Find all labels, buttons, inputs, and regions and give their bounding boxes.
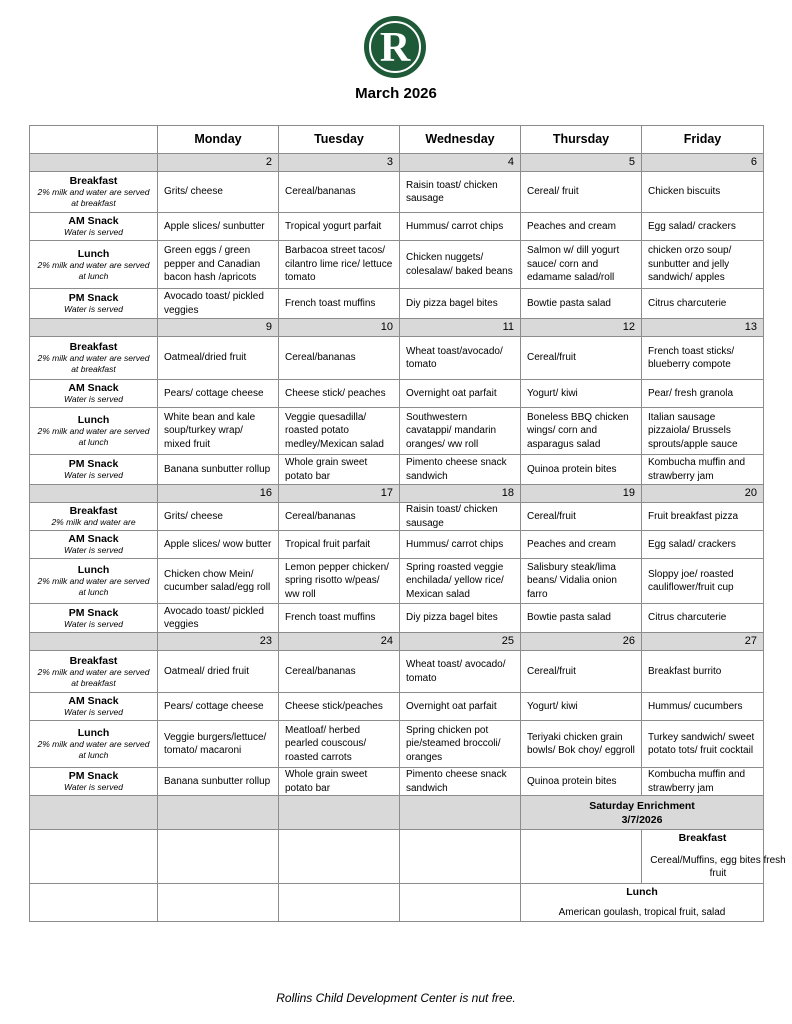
meal-row: [30, 213, 764, 241]
day-header: Monday: [158, 126, 279, 154]
menu-item-cell: Raisin toast/ chicken sausage: [400, 503, 521, 531]
date-cell: 19: [521, 485, 642, 503]
menu-item-cell: Diy pizza bagel bites: [400, 604, 521, 633]
meal-note: Water is served: [64, 782, 123, 792]
menu-item-cell: Banana sunbutter rollup: [158, 768, 279, 796]
menu-item-cell: Avocado toast/ pickled veggies: [158, 289, 279, 319]
menu-item-cell: Whole grain sweet potato bar: [279, 768, 400, 796]
date-row-blank-cell: [30, 154, 158, 172]
meal-label-cell: [30, 693, 158, 721]
meal-note: Water is served: [64, 470, 123, 480]
meal-row: [30, 721, 764, 768]
meal-note: 2% milk and water are served at lunch: [37, 259, 150, 281]
menu-item-cell: Meatloaf/ herbed pearled couscous/ roasted carrots: [279, 721, 400, 768]
empty-cell: [400, 884, 521, 922]
menu-item-cell: Cheese stick/ peaches: [279, 380, 400, 408]
date-cell: 5: [521, 154, 642, 172]
empty-cell: [279, 830, 400, 884]
menu-item-cell: Chicken biscuits: [642, 172, 764, 213]
menu-item-cell: Veggie burgers/lettuce/ tomato/ macaroni: [158, 721, 279, 768]
menu-item-cell: Cereal/bananas: [279, 651, 400, 693]
meal-row: [30, 337, 764, 380]
menu-item-cell: Breakfast burrito: [642, 651, 764, 693]
day-header: Wednesday: [400, 126, 521, 154]
meal-note: 2% milk and water are served at lunch: [37, 739, 150, 760]
meal-note: Water is served: [64, 227, 123, 237]
menu-item-cell: Overnight oat parfait: [400, 693, 521, 721]
menu-item-cell: Spring chicken pot pie/steamed broccoli/ oranges: [400, 721, 521, 768]
menu-item-cell: Egg salad/ crackers: [642, 531, 764, 559]
menu-item-cell: Boneless BBQ chicken wings/ corn and asparagus salad: [521, 408, 642, 455]
menu-item-cell: Kombucha muffin and strawberry jam: [642, 768, 764, 796]
meal-name: Lunch: [77, 247, 110, 260]
meal-row: [30, 380, 764, 408]
menu-item-cell: Veggie quesadilla/ roasted potato medley/Mexican salad: [279, 408, 400, 455]
menu-item-cell: Hummus/ carrot chips: [400, 213, 521, 241]
meal-note: 2% milk and water are served at lunch: [37, 426, 150, 447]
meal-label-cell: [30, 531, 158, 559]
logo-letter: R: [379, 25, 411, 71]
meal-note: Water is served: [64, 618, 123, 629]
menu-item-cell: Overnight oat parfait: [400, 380, 521, 408]
menu-item-cell: Apple slices/ wow butter: [158, 531, 279, 559]
saturday-breakfast-cell: [642, 830, 786, 884]
empty-cell: [158, 830, 279, 884]
day-header: Friday: [642, 126, 764, 154]
menu-item-cell: Cereal/bananas: [279, 172, 400, 213]
menu-item-cell: Teriyaki chicken grain bowls/ Bok choy/ eggroll: [521, 721, 642, 768]
empty-cell: [158, 796, 279, 830]
menu-item-cell: Turkey sandwich/ sweet potato tots/ fruit cocktail: [642, 721, 764, 768]
menu-item-cell: Sloppy joe/ roasted cauliflower/fruit cup: [642, 559, 764, 604]
empty-cell: [158, 884, 279, 922]
meal-name: AM Snack: [68, 215, 119, 227]
meal-row: [30, 503, 764, 531]
meal-name: Breakfast: [69, 175, 118, 187]
menu-item-cell: Cereal/bananas: [279, 337, 400, 380]
date-row-blank-cell: [30, 633, 158, 651]
header-corner-cell: [30, 126, 158, 154]
menu-item-cell: Banana sunbutter rollup: [158, 455, 279, 485]
empty-cell: [30, 884, 158, 922]
date-cell: 27: [642, 633, 764, 651]
meal-note: 2% milk and water are served at breakfast: [37, 353, 150, 374]
meal-label-cell: [30, 503, 158, 531]
date-cell: 13: [642, 319, 764, 337]
menu-item-cell: Southwestern cavatappi/ mandarin oranges/ ww roll: [400, 408, 521, 455]
menu-item-cell: Lemon pepper chicken/ spring risotto w/peas/ ww roll: [279, 559, 400, 604]
menu-item-cell: Wheat toast/ avocado/ tomato: [400, 651, 521, 693]
saturday-title-cell: [521, 796, 764, 830]
menu-item-cell: Wheat toast/avocado/ tomato: [400, 337, 521, 380]
menu-item-cell: Barbacoa street tacos/ cilantro lime rice/ lettuce tomato: [279, 241, 400, 289]
day-header-row: [30, 126, 764, 154]
menu-item-cell: Citrus charcuterie: [642, 604, 764, 633]
menu-item-cell: Peaches and cream: [521, 213, 642, 241]
menu-item-cell: Chicken nuggets/ colesalaw/ baked beans: [400, 241, 521, 289]
date-cell: 17: [279, 485, 400, 503]
footer-note: Rollins Child Development Center is nut free.: [276, 991, 516, 1005]
meal-name: Breakfast: [69, 505, 118, 517]
menu-item-cell: Cereal/ fruit: [521, 172, 642, 213]
empty-cell: [30, 830, 158, 884]
meal-name: AM Snack: [68, 533, 119, 545]
menu-item-cell: White bean and kale soup/turkey wrap/ mixed fruit: [158, 408, 279, 455]
menu-item-cell: Tropical fruit parfait: [279, 531, 400, 559]
menu-item-cell: Bowtie pasta salad: [521, 604, 642, 633]
date-row: [30, 319, 764, 337]
menu-item-cell: Grits/ cheese: [158, 172, 279, 213]
menu-item-cell: French toast muffins: [279, 289, 400, 319]
menu-item-cell: French toast sticks/ blueberry compote: [642, 337, 764, 380]
menu-item-cell: Cheese stick/peaches: [279, 693, 400, 721]
meal-label-cell: [30, 289, 158, 319]
saturday-lunch-label: Lunch: [626, 886, 658, 898]
menu-item-cell: Fruit breakfast pizza: [642, 503, 764, 531]
menu-item-cell: Oatmeal/dried fruit: [158, 337, 279, 380]
meal-note: 2% milk and water are served at lunch: [37, 576, 150, 597]
meal-row: [30, 604, 764, 633]
saturday-section: [30, 796, 786, 922]
menu-item-cell: Oatmeal/ dried fruit: [158, 651, 279, 693]
menu-item-cell: Italian sausage pizzaiola/ Brussels sprouts/apple sauce: [642, 408, 764, 455]
menu-item-cell: Pimento cheese snack sandwich: [400, 455, 521, 485]
date-cell: 10: [279, 319, 400, 337]
meal-label-cell: [30, 651, 158, 693]
meal-label-cell: [30, 408, 158, 455]
saturday-date: 3/7/2026: [621, 813, 663, 826]
meal-name: PM Snack: [68, 292, 119, 304]
date-row-blank-cell: [30, 485, 158, 503]
menu-item-cell: Quinoa protein bites: [521, 768, 642, 796]
saturday-breakfast-items: Cereal/Muffins, egg bites fresh fruit: [650, 854, 786, 879]
menu-item-cell: chicken orzo soup/ sunbutter and jelly sandwich/ apples: [642, 241, 764, 289]
saturday-lunch-row: [30, 884, 764, 922]
menu-item-cell: Green eggs / green pepper and Canadian bacon hash /apricots: [158, 241, 279, 289]
school-logo: [364, 16, 426, 78]
menu-item-cell: Tropical yogurt parfait: [279, 213, 400, 241]
menu-item-cell: Pears/ cottage cheese: [158, 693, 279, 721]
meal-name: Breakfast: [69, 654, 118, 667]
date-cell: 16: [158, 485, 279, 503]
date-row: [30, 485, 764, 503]
meal-row: [30, 241, 764, 289]
date-cell: 23: [158, 633, 279, 651]
meal-note: Water is served: [64, 394, 123, 404]
meal-label-cell: [30, 559, 158, 604]
meal-name: Lunch: [77, 414, 110, 426]
menu-item-cell: Egg salad/ crackers: [642, 213, 764, 241]
meal-label-cell: [30, 337, 158, 380]
menu-item-cell: Pears/ cottage cheese: [158, 380, 279, 408]
date-row: [30, 154, 764, 172]
meal-row: [30, 768, 764, 796]
meal-row: [30, 693, 764, 721]
menu-item-cell: Grits/ cheese: [158, 503, 279, 531]
empty-cell: [400, 830, 521, 884]
menu-item-cell: Cereal/fruit: [521, 651, 642, 693]
menu-item-cell: Cereal/fruit: [521, 337, 642, 380]
meal-label-cell: [30, 213, 158, 241]
meal-label-cell: [30, 604, 158, 633]
date-cell: 20: [642, 485, 764, 503]
meal-note: 2% milk and water are served at breakfast: [37, 666, 150, 688]
meal-label-cell: [30, 241, 158, 289]
date-cell: 4: [400, 154, 521, 172]
meal-row: [30, 559, 764, 604]
meal-name: PM Snack: [68, 458, 119, 470]
logo-ring: [369, 21, 421, 73]
meal-label-cell: [30, 380, 158, 408]
meal-row: [30, 455, 764, 485]
date-row: [30, 633, 764, 651]
menu-item-cell: Yogurt/ kiwi: [521, 693, 642, 721]
empty-cell: [279, 884, 400, 922]
menu-item-cell: Salisbury steak/lima beans/ Vidalia onion farro: [521, 559, 642, 604]
meal-name: AM Snack: [68, 695, 119, 707]
menu-item-cell: Spring roasted veggie enchilada/ yellow rice/ Mexican salad: [400, 559, 521, 604]
date-cell: 24: [279, 633, 400, 651]
menu-item-cell: French toast muffins: [279, 604, 400, 633]
page-title: March 2026: [355, 85, 437, 102]
meal-label-cell: [30, 455, 158, 485]
saturday-breakfast-row: [30, 830, 764, 884]
meal-name: Lunch: [77, 564, 110, 576]
meal-name: AM Snack: [68, 382, 119, 394]
meal-name: Breakfast: [69, 341, 118, 353]
meal-note: Water is served: [64, 304, 123, 314]
menu-item-cell: Quinoa protein bites: [521, 455, 642, 485]
empty-cell: [400, 796, 521, 830]
menu-body: [30, 154, 764, 796]
date-row-blank-cell: [30, 319, 158, 337]
meal-note: Water is served: [64, 545, 123, 555]
meal-row: [30, 531, 764, 559]
menu-item-cell: Cereal/bananas: [279, 503, 400, 531]
menu-item-cell: Pear/ fresh granola: [642, 380, 764, 408]
meal-name: Lunch: [77, 727, 110, 739]
meal-label-cell: [30, 172, 158, 213]
meal-note: 2% milk and water are: [51, 517, 136, 527]
date-cell: 2: [158, 154, 279, 172]
menu-item-cell: Salmon w/ dill yogurt sauce/ corn and edamame salad/roll: [521, 241, 642, 289]
empty-cell: [30, 796, 158, 830]
date-cell: 18: [400, 485, 521, 503]
date-cell: 11: [400, 319, 521, 337]
date-cell: 26: [521, 633, 642, 651]
day-header: Tuesday: [279, 126, 400, 154]
menu-item-cell: Chicken chow Mein/ cucumber salad/egg roll: [158, 559, 279, 604]
saturday-title: Saturday Enrichment: [589, 799, 695, 812]
menu-item-cell: Cereal/fruit: [521, 503, 642, 531]
menu-item-cell: Hummus/ cucumbers: [642, 693, 764, 721]
saturday-header-row: [30, 796, 764, 830]
date-cell: 12: [521, 319, 642, 337]
meal-label-cell: [30, 768, 158, 796]
menu-item-cell: Pimento cheese snack sandwich: [400, 768, 521, 796]
meal-name: PM Snack: [68, 770, 119, 782]
empty-cell: [279, 796, 400, 830]
day-header: Thursday: [521, 126, 642, 154]
date-cell: 9: [158, 319, 279, 337]
menu-item-cell: Avocado toast/ pickled veggies: [158, 604, 279, 633]
meal-note: Water is served: [64, 707, 123, 717]
meal-label-cell: [30, 721, 158, 768]
saturday-lunch-items: American goulash, tropical fruit, salad: [558, 906, 726, 918]
menu-item-cell: Raisin toast/ chicken sausage: [400, 172, 521, 213]
meal-row: [30, 408, 764, 455]
menu-item-cell: Whole grain sweet potato bar: [279, 455, 400, 485]
menu-item-cell: Hummus/ carrot chips: [400, 531, 521, 559]
menu-item-cell: Citrus charcuterie: [642, 289, 764, 319]
meal-row: [30, 289, 764, 319]
saturday-lunch-cell: [521, 884, 764, 922]
date-cell: 6: [642, 154, 764, 172]
meal-row: [30, 651, 764, 693]
menu-item-cell: Apple slices/ sunbutter: [158, 213, 279, 241]
menu-table: [29, 125, 786, 922]
saturday-breakfast-label: Breakfast: [678, 832, 727, 844]
meal-name: PM Snack: [68, 606, 119, 619]
date-cell: 25: [400, 633, 521, 651]
menu-item-cell: Yogurt/ kiwi: [521, 380, 642, 408]
menu-item-cell: Bowtie pasta salad: [521, 289, 642, 319]
meal-row: [30, 172, 764, 213]
menu-item-cell: Kombucha muffin and strawberry jam: [642, 455, 764, 485]
menu-item-cell: Peaches and cream: [521, 531, 642, 559]
date-cell: 3: [279, 154, 400, 172]
menu-item-cell: Diy pizza bagel bites: [400, 289, 521, 319]
empty-cell: [521, 830, 642, 884]
meal-note: 2% milk and water are served at breakfast: [37, 187, 150, 208]
